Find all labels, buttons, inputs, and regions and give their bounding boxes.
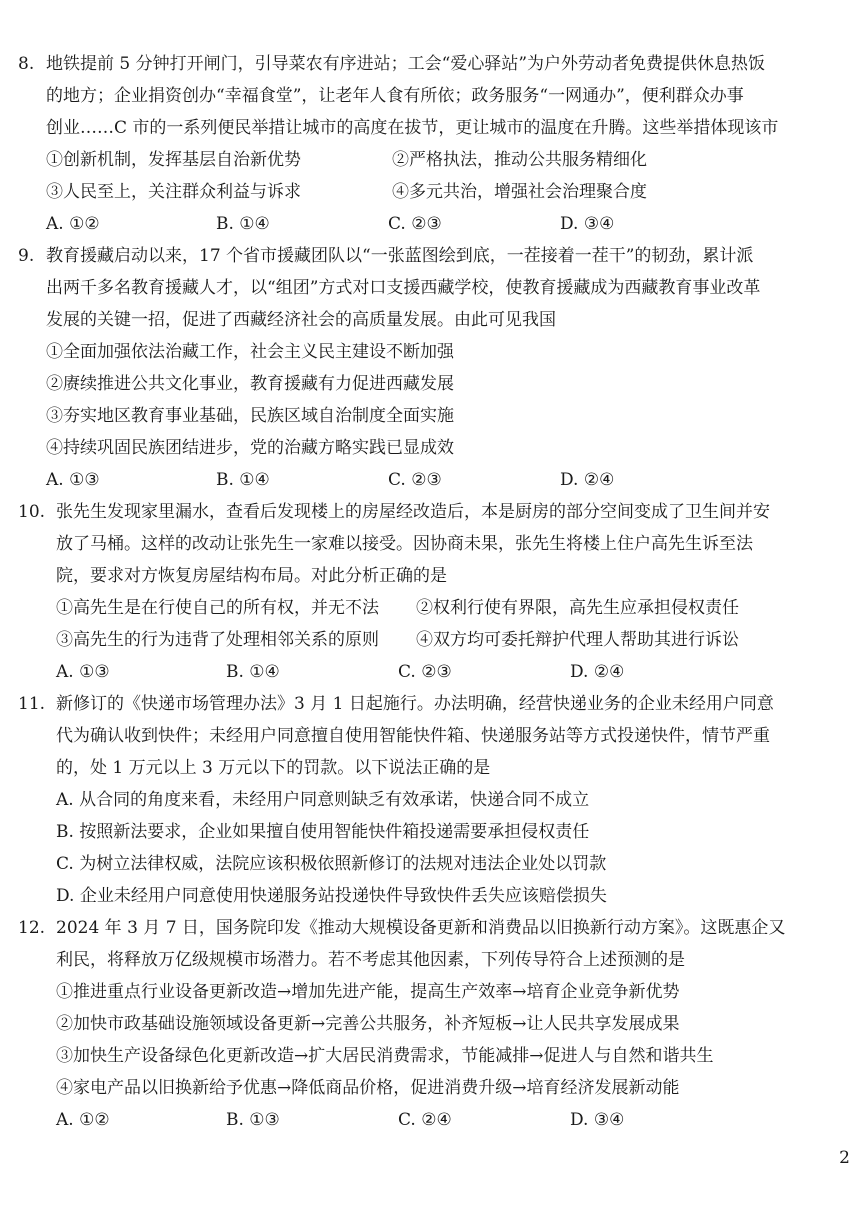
question-text-line: 2024 年 3 月 7 日，国务院印发《推动大规模设备更新和消费品以旧换新行动方案》。这既惠企又 [56, 918, 786, 938]
question-number: 11. [18, 694, 46, 714]
statement: ③加快生产设备绿色化更新改造→扩大居民消费需求，节能减排→促进人与自然和谐共生 [56, 1046, 714, 1066]
question-text-line: 新修订的《快递市场管理办法》3 月 1 日起施行。办法明确，经营快递业务的企业未经用户同意 [56, 694, 774, 714]
statement: ③高先生的行为违背了处理相邻关系的原则 [56, 630, 379, 650]
option-c: C. ②④ [398, 1110, 452, 1130]
statement: ①创新机制，发挥基层自治新优势 [46, 150, 301, 170]
question-number: 8. [18, 54, 35, 74]
option-b: B. ①④ [216, 470, 270, 490]
question-text-line: 发展的关键一招，促进了西藏经济社会的高质量发展。由此可见我国 [46, 310, 556, 330]
question-number: 10. [18, 502, 46, 522]
option-b: B. ①③ [226, 1110, 280, 1130]
question-text-line: 教育援藏启动以来，17 个省市援藏团队以“一张蓝图绘到底，一茬接着一茬干”的韧劲，累计派 [46, 246, 754, 266]
statement: ②权利行使有界限，高先生应承担侵权责任 [416, 598, 739, 618]
question-text-line: 创业……C 市的一系列便民举措让城市的高度在拔节，更让城市的温度在升腾。这些举措体现该市 [46, 118, 779, 138]
option-a: A. ①② [56, 1110, 110, 1130]
statement: ①高先生是在行使自己的所有权，并无不法 [56, 598, 379, 618]
statement: ④多元共治，增强社会治理聚合度 [392, 182, 647, 202]
option-b: B. 按照新法要求，企业如果擅自使用智能快件箱投递需要承担侵权责任 [56, 822, 590, 842]
question-number: 9. [18, 246, 35, 266]
option-d: D. 企业未经用户同意使用快递服务站投递快件导致快件丢失应该赔偿损失 [56, 886, 607, 906]
statement: ②加快市政基础设施领域设备更新→完善公共服务，补齐短板→让人民共享发展成果 [56, 1014, 680, 1034]
statement: ③人民至上，关注群众利益与诉求 [46, 182, 301, 202]
question-number: 12. [18, 918, 46, 938]
statement: ④家电产品以旧换新给予优惠→降低商品价格，促进消费升级→培育经济发展新动能 [56, 1078, 680, 1098]
option-c: C. ②③ [388, 470, 442, 490]
question-text-line: 代为确认收到快件；未经用户同意擅自使用智能快件箱、快递服务站等方式投递快件，情节严重 [56, 726, 770, 746]
option-d: D. ③④ [560, 214, 615, 234]
statement: ①全面加强依法治藏工作，社会主义民主建设不断加强 [46, 342, 454, 362]
statement: ④双方均可委托辩护代理人帮助其进行诉讼 [416, 630, 739, 650]
option-a: A. 从合同的角度来看，未经用户同意则缺乏有效承诺，快递合同不成立 [56, 790, 590, 810]
option-a: A. ①③ [46, 470, 100, 490]
statement: ③夯实地区教育事业基础，民族区域自治制度全面实施 [46, 406, 454, 426]
question-text-line: 张先生发现家里漏水，查看后发现楼上的房屋经改造后，本是厨房的部分空间变成了卫生间并安 [56, 502, 770, 522]
statement: ①推进重点行业设备更新改造→增加先进产能，提高生产效率→培育企业竞争新优势 [56, 982, 680, 1002]
option-b: B. ①④ [216, 214, 270, 234]
question-text-line: 利民，将释放万亿级规模市场潜力。若不考虑其他因素，下列传导符合上述预测的是 [56, 950, 685, 970]
question-text-line: 放了马桶。这样的改动让张先生一家难以接受。因协商未果，张先生将楼上住户高先生诉至法 [56, 534, 753, 554]
question-text-line: 地铁提前 5 分钟打开闸门，引导菜农有序进站；工会“爱心驿站”为户外劳动者免费提供休息热饭 [46, 54, 766, 74]
question-text-line: 院，要求对方恢复房屋结构布局。对此分析正确的是 [56, 566, 447, 586]
option-c: C. ②③ [398, 662, 452, 682]
option-d: D. ③④ [570, 1110, 625, 1130]
option-c: C. ②③ [388, 214, 442, 234]
question-text-line: 的地方；企业捐资创办“幸福食堂”，让老年人食有所依；政务服务“一网通办”，便利群众办事 [46, 86, 744, 106]
option-d: D. ②④ [570, 662, 625, 682]
option-a: A. ①③ [56, 662, 110, 682]
statement: ②严格执法，推动公共服务精细化 [392, 150, 647, 170]
question-text-line: 出两千多名教育援藏人才，以“组团”方式对口支援西藏学校，使教育援藏成为西藏教育事业改革 [46, 278, 761, 298]
option-c: C. 为树立法律权威，法院应该积极依照新修订的法规对违法企业处以罚款 [56, 854, 607, 874]
option-b: B. ①④ [226, 662, 280, 682]
option-a: A. ①② [46, 214, 100, 234]
statement: ④持续巩固民族团结进步，党的治藏方略实践已显成效 [46, 438, 454, 458]
question-text-line: 的，处 1 万元以上 3 万元以下的罚款。以下说法正确的是 [56, 758, 491, 778]
statement: ②赓续推进公共文化事业，教育援藏有力促进西藏发展 [46, 374, 454, 394]
option-d: D. ②④ [560, 470, 615, 490]
page-number: 2 [839, 1148, 850, 1168]
